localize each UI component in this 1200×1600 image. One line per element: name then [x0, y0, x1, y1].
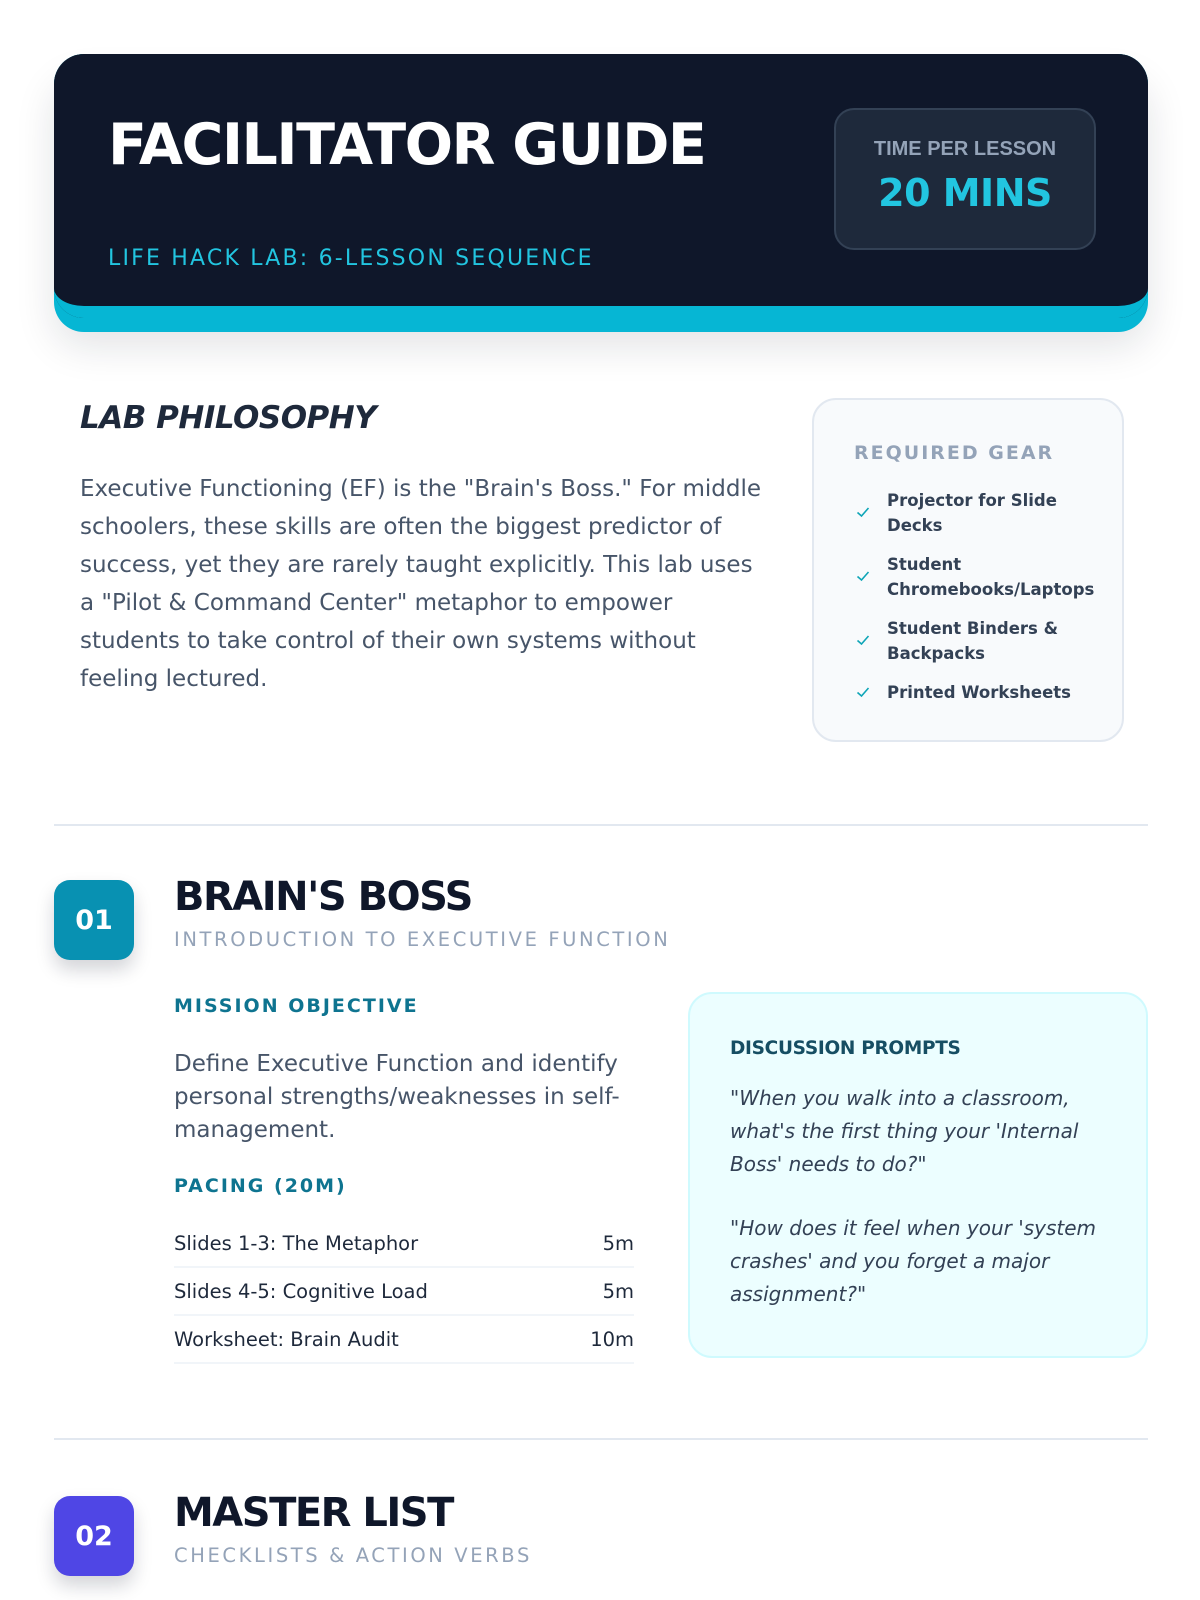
- check-icon: [856, 505, 870, 519]
- time-per-lesson-card: [834, 108, 1096, 250]
- discussion-prompts-title: DISCUSSION PROMPTS: [730, 1038, 961, 1059]
- gear-item-label: Printed Worksheets: [887, 683, 1071, 702]
- guide-header: [54, 54, 1148, 318]
- page-title: FACILITATOR GUIDE: [108, 112, 706, 178]
- pacing-item: Worksheet: Brain Audit: [174, 1327, 399, 1351]
- lesson-title: BRAIN'S BOSS: [174, 874, 472, 920]
- list-item: [854, 680, 1104, 705]
- discussion-prompts-card: [688, 992, 1148, 1358]
- pacing-item: Slides 4-5: Cognitive Load: [174, 1279, 428, 1303]
- check-icon: [856, 685, 870, 699]
- table-row: [174, 1316, 634, 1364]
- lesson-number-badge: 01: [54, 880, 134, 960]
- pacing-label: PACING (20M): [174, 1175, 347, 1197]
- pacing-time: 5m: [602, 1231, 634, 1255]
- gear-item-label: Student Chromebooks/Laptops: [887, 555, 1095, 599]
- discussion-prompt: "How does it feel when your 'system crashes' and you forget a major assignment?": [730, 1216, 1097, 1306]
- gear-item-label: Student Binders & Backpacks: [887, 619, 1058, 663]
- lesson-subtitle: INTRODUCTION TO EXECUTIVE FUNCTION: [174, 928, 671, 951]
- section-divider: [54, 1438, 1148, 1440]
- gear-item-label: Projector for Slide Decks: [887, 491, 1057, 535]
- gear-list: [854, 488, 1104, 719]
- philosophy-text: Executive Functioning (EF) is the "Brain's Boss." For middle schoolers, these skills are often the biggest predictor of success, yet they are rarely taught explicitly. This lab uses a "Pilot & Command Center" metaphor to empower students to take control of their own systems without feeling lectured.: [80, 476, 762, 692]
- philosophy-title: LAB PHILOSOPHY: [80, 400, 377, 436]
- required-gear-card: [812, 398, 1124, 742]
- mission-objective-label: MISSION OBJECTIVE: [174, 995, 419, 1017]
- lesson-title: MASTER LIST: [174, 1490, 453, 1536]
- list-item: [854, 616, 1104, 666]
- list-item: [854, 488, 1104, 538]
- check-icon: [856, 569, 870, 583]
- section-divider: [54, 824, 1148, 826]
- gear-title: REQUIRED GEAR: [854, 442, 1055, 464]
- table-row: [174, 1220, 634, 1268]
- pacing-item: Slides 1-3: The Metaphor: [174, 1231, 419, 1255]
- discussion-prompt: "When you walk into a classroom, what's the first thing your 'Internal Boss' needs to do?": [730, 1086, 1079, 1176]
- lesson-number-badge: 02: [54, 1496, 134, 1576]
- time-value: 20 MINS: [878, 171, 1052, 215]
- lesson-subtitle: CHECKLISTS & ACTION VERBS: [174, 1544, 532, 1567]
- time-label: TIME PER LESSON: [873, 138, 1057, 160]
- pacing-time: 5m: [602, 1279, 634, 1303]
- list-item: [854, 552, 1104, 602]
- check-icon: [856, 633, 870, 647]
- table-row: [174, 1268, 634, 1316]
- mission-objective-text: Define Executive Function and identify personal strengths/weaknesses in self-management.: [174, 1051, 620, 1143]
- pacing-table: [174, 1220, 634, 1364]
- page-subtitle: LIFE HACK LAB: 6-LESSON SEQUENCE: [108, 246, 594, 271]
- pacing-time: 10m: [590, 1327, 634, 1351]
